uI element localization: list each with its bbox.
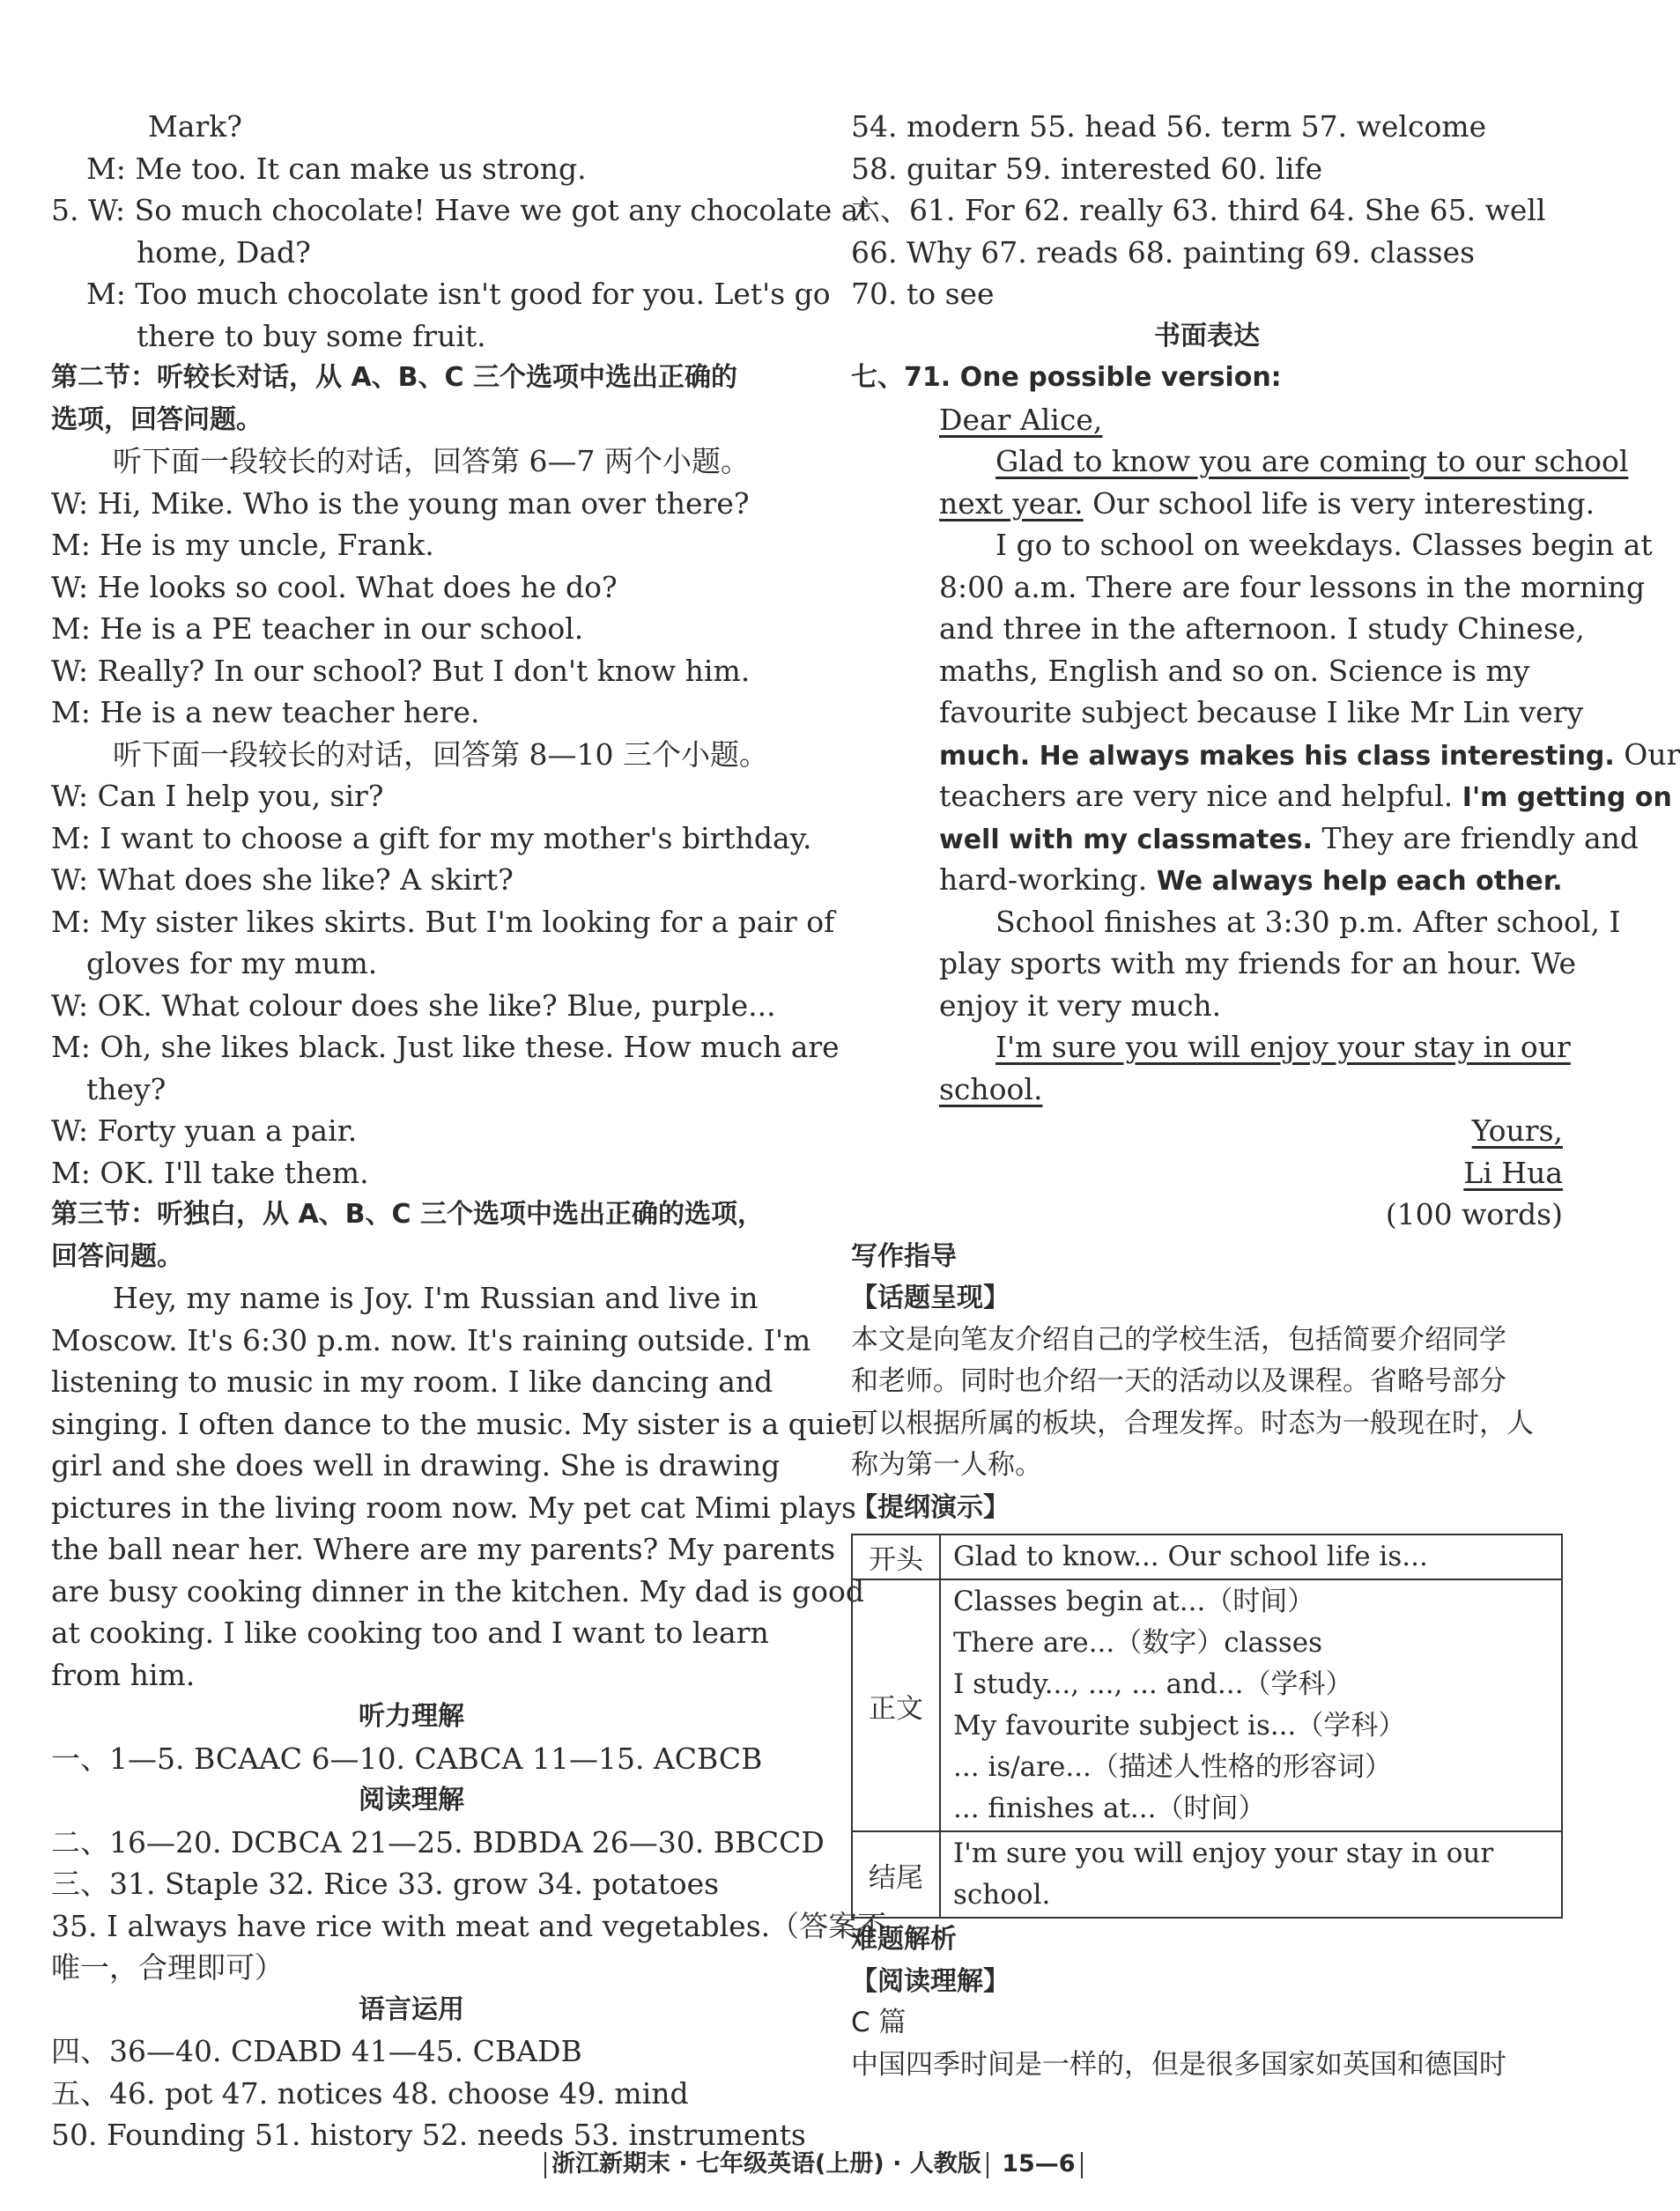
passage-label: C 篇 <box>851 2007 907 2038</box>
letter-p4-a: I'm sure you will enjoy your stay in our <box>995 1030 1571 1064</box>
outline-label: 【提纲演示】 <box>851 1491 1010 1523</box>
letter-p1-b: next year. <box>939 485 1084 521</box>
outline-row: ... finishes at...（时间） <box>953 1793 1266 1824</box>
topic-line: 和老师。同时也介绍一天的活动以及课程。省略号部分 <box>851 1365 1506 1397</box>
letter-line: enjoy it very much. <box>939 987 1222 1023</box>
outline-section-content <box>940 1534 1562 1579</box>
left-line: girl and she does well in drawing. She is drawing <box>51 1448 781 1483</box>
left-line: singing. I often dance to the music. My sister is a quiet <box>51 1406 864 1441</box>
left-line: 50. Founding 51. history 52. needs 53. instruments <box>51 2118 806 2152</box>
left-line: 三、31. Staple 32. Rice 33. grow 34. potatoes <box>51 1867 720 1901</box>
left-line: pictures in the living room now. My pet cat Mimi plays <box>51 1490 856 1525</box>
left-line: W: He looks so cool. What does he do? <box>51 569 618 604</box>
outline-row: ... is/are...（描述人性格的形容词） <box>953 1751 1392 1783</box>
answer-line: 70. to see <box>851 277 995 311</box>
left-line: home, Dad? <box>137 234 311 270</box>
left-line: Hey, my name is Joy. I'm Russian and live in <box>113 1281 759 1315</box>
letter-line: 8:00 a.m. There are four lessons in the morning <box>939 569 1646 604</box>
left-line: M: He is a PE teacher in our school. <box>51 611 584 646</box>
analysis-text: 中国四季时间是一样的，但是很多国家如英国和德国时 <box>851 2048 1506 2081</box>
left-line: 选项，回答问题。 <box>51 403 263 435</box>
letter-signature: Li Hua <box>1463 1155 1563 1190</box>
outline-table <box>851 1534 1563 1919</box>
left-line: M: He is a new teacher here. <box>51 695 480 729</box>
left-line: are busy cooking dinner in the kitchen. My dad is good <box>51 1573 864 1608</box>
left-line: M: He is my uncle, Frank. <box>51 528 434 562</box>
left-line: 听下面一段较长的对话，回答第 6—7 两个小题。 <box>113 444 750 478</box>
left-line: they? <box>86 1071 167 1106</box>
letter-line: favourite subject because I like Mr Lin very <box>939 695 1584 729</box>
left-line: W: OK. What colour does she like? Blue, purple... <box>51 987 776 1023</box>
footer-page: 15—6 <box>1002 2150 1076 2178</box>
left-line: Moscow. It's 6:30 p.m. now. It's raining outside. I'm <box>51 1322 811 1357</box>
outline-row: Glad to know... Our school life is... <box>953 1541 1428 1572</box>
left-line: gloves for my mum. <box>86 946 378 980</box>
left-line: M: My sister likes skirts. But I'm looking for a pair of <box>51 904 835 939</box>
letter-p2-l7-bold: I'm getting on <box>1462 782 1672 813</box>
answer-line: 66. Why 67. reads 68. painting 69. classes <box>851 234 1476 270</box>
outline-row: I study..., ..., ... and...（学科） <box>953 1668 1353 1700</box>
letter-line: I go to school on weekdays. Classes begin at <box>995 528 1653 562</box>
left-line: 一、1—5. BCAAC 6—10. CABCA 11—15. ACBCB <box>51 1741 763 1776</box>
letter-line: and three in the afternoon. I study Chinese, <box>939 611 1585 646</box>
left-line: W: Hi, Mike. Who is the young man over there? <box>51 485 750 521</box>
left-line: W: Really? In our school? But I don't know him. <box>51 653 751 688</box>
outline-section-label: 开头 <box>852 1534 940 1579</box>
letter-paragraph-3 <box>851 901 1621 1027</box>
outline-row: My favourite subject is...（学科） <box>953 1710 1406 1741</box>
letter-line: maths, English and so on. Science is my <box>939 653 1530 688</box>
left-line: from him. <box>51 1657 196 1692</box>
outline-section-content <box>940 1831 1562 1918</box>
letter-p2-l9-bold: We always help each other. <box>1156 866 1563 897</box>
answer-line: 54. modern 55. head 56. term 57. welcome <box>851 109 1487 144</box>
letter-p4-b: school. <box>939 1071 1043 1106</box>
left-line: 35. I always have rice with meat and vegetables.（答案不 <box>51 1908 887 1943</box>
left-line: M: I want to choose a gift for my mother's birthday. <box>51 820 812 855</box>
guide-title: 写作指导 <box>851 1240 957 1272</box>
outline-row: Classes begin at...（时间） <box>953 1586 1315 1617</box>
letter-closing: Yours, <box>1471 1113 1563 1148</box>
left-line: 五、46. pot 47. notices 48. choose 49. mind <box>51 2075 689 2111</box>
analysis-title: 难题解析 <box>851 1924 957 1955</box>
left-line: 阅读理解 <box>359 1785 464 1815</box>
letter-line: play sports with my friends for an hour. We <box>939 946 1577 980</box>
footer-book: 浙江新期末 · 七年级英语(上册) · 人教版 <box>551 2150 981 2178</box>
outline-row: There are...（数字）classes <box>953 1627 1323 1659</box>
q71-label: 七、71. One possible version: <box>851 362 1282 393</box>
answer-line: 六、61. For 62. really 63. third 64. She 65. well <box>851 193 1546 227</box>
left-line: W: Forty yuan a pair. <box>51 1113 358 1148</box>
outline-row: I'm sure you will enjoy your stay in our <box>953 1838 1494 1869</box>
right-column <box>851 106 1680 2086</box>
left-line: listening to music in my room. I like dancing and <box>51 1364 773 1399</box>
left-line: M: Oh, she likes black. Just like these. How much are <box>51 1030 840 1064</box>
outline-row: school. <box>953 1879 1051 1911</box>
letter-p1-a: Glad to know you are coming to our school <box>995 444 1629 478</box>
left-line: 听力理解 <box>359 1701 464 1732</box>
letter-p1-b-rest: Our school life is very interesting. <box>1083 485 1595 521</box>
left-line: M: Me too. It can make us strong. <box>86 151 587 186</box>
left-line: Mark? <box>148 109 242 144</box>
left-line: 唯一，合理即可） <box>51 1950 284 1985</box>
topic-line: 本文是向笔友介绍自己的学校生活，包括简要介绍同学 <box>851 1323 1506 1356</box>
page-footer <box>539 2144 1088 2178</box>
left-line: M: OK. I'll take them. <box>51 1155 369 1190</box>
reading-label: 【阅读理解】 <box>851 1965 1010 1997</box>
topic-line: 称为第一人称。 <box>851 1449 1042 1481</box>
left-line: W: What does she like? A skirt? <box>51 862 514 897</box>
left-line: 第二节：听较长对话，从 A、B、C 三个选项中选出正确的 <box>51 362 737 393</box>
outline-section-label: 结尾 <box>852 1831 940 1918</box>
left-line: M: Too much chocolate isn't good for you. Let's go <box>86 277 831 311</box>
word-count: (100 words) <box>1385 1197 1563 1231</box>
left-line: 5. W: So much chocolate! Have we got any chocolate at <box>51 193 870 227</box>
left-line: 二、16—20. DCBCA 21—25. BDBDA 26—30. BBCCD <box>51 1824 825 1860</box>
letter-p2-l6-rest: Our <box>1614 736 1680 772</box>
left-line: 听下面一段较长的对话，回答第 8—10 三个小题。 <box>113 736 768 772</box>
letter-greeting: Dear Alice, <box>939 402 1103 437</box>
left-line: 语言运用 <box>359 1993 464 2025</box>
letter-p2-l6-bold: much. He always makes his class interesting. <box>939 740 1615 772</box>
topic-line: 可以根据所属的板块，合理发挥。时态为一般现在时，人 <box>851 1407 1534 1439</box>
left-line: the ball near her. Where are my parents? My parents <box>51 1532 836 1566</box>
outline-section-label: 正文 <box>852 1579 940 1831</box>
answer-line: 58. guitar 59. interested 60. life <box>851 151 1323 186</box>
left-line: 第三节：听独白，从 A、B、C 三个选项中选出正确的选项， <box>51 1199 764 1230</box>
letter-p2-l9: hard-working. <box>939 862 1157 897</box>
letter-line: School finishes at 3:30 p.m. After school, I <box>995 904 1621 939</box>
outline-section-content <box>940 1579 1562 1831</box>
left-line: 四、36—40. CDABD 41—45. CBADB <box>51 2034 582 2068</box>
answers-top <box>851 106 1563 315</box>
left-line: W: Can I help you, sir? <box>51 779 384 813</box>
left-line: at cooking. I like cooking too and I want to learn <box>51 1616 769 1650</box>
left-line: 回答问题。 <box>51 1240 183 1272</box>
letter-p2-l8-bold: well with my classmates. <box>939 824 1313 855</box>
letter-paragraph-2 <box>851 524 1653 734</box>
left-line: there to buy some fruit. <box>137 318 486 353</box>
letter-p2-l7: teachers are very nice and helpful. <box>939 779 1462 813</box>
writing-title: 书面表达 <box>1154 320 1260 351</box>
topic-label: 【话题呈现】 <box>851 1283 1010 1313</box>
letter-p2-l8-rest: They are friendly and <box>1312 820 1639 855</box>
topic-text <box>851 1320 1563 1487</box>
